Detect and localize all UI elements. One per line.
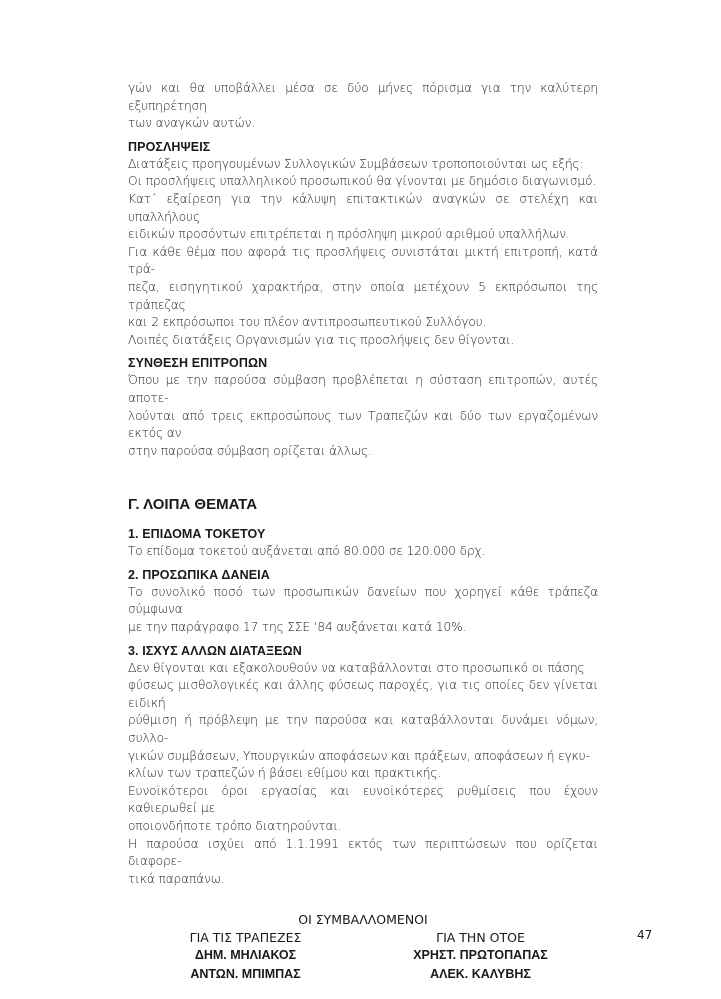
item1-heading: 1. ΕΠΙΔΟΜΑ ΤΟΚΕΤΟΥ bbox=[128, 527, 266, 542]
text-line: στην παρούσα σύμβαση ορίζεται άλλως. bbox=[128, 443, 372, 458]
text-line: και 2 εκπρόσωποι του πλέον αντιπροσωπευτικού Συλλόγου. bbox=[128, 315, 487, 330]
text-line: Όπου με την παρούσα σύμβαση προβλέπεται η σύσταση επιτροπών, αυτές αποτε- bbox=[128, 373, 598, 405]
signatures-block bbox=[128, 929, 598, 984]
signatory-name: ΔΗΜ. ΜΗΛΙΑΚΟΣ bbox=[194, 948, 297, 963]
item1-paragraph bbox=[128, 543, 598, 561]
hiring-heading: ΠΡΟΣΛΗΨΕΙΣ bbox=[128, 139, 211, 154]
text-line: κλίων των τραπεζών ή βάσει εθίμου και πρακτικής. bbox=[128, 766, 442, 781]
signatures-heading: ΟΙ ΣΥΜΒΑΛΛΟΜΕΝΟΙ bbox=[298, 912, 428, 928]
item3-paragraph bbox=[128, 660, 598, 889]
text-line: Οι προσλήψεις υπαλληλικού προσωπικού θα γίνονται με δημόσιο διαγωνισμό. bbox=[128, 174, 597, 189]
text-line: Το επίδομα τοκετού αυξάνεται από 80.000 σε 120.000 δρχ. bbox=[128, 544, 486, 559]
text-line: ειδικών προσόντων επιτρέπεται η πρόσληψη μικρού αριθμού υπαλλήλων. bbox=[128, 227, 570, 242]
text-line: τικά παραπάνω. bbox=[128, 871, 225, 886]
text-line: Διατάξεις προηγουμένων Συλλογικών Συμβάσεων τροποποιούνται ως εξής: bbox=[128, 156, 584, 171]
signatures-union bbox=[363, 929, 598, 984]
text-line: γικών συμβάσεων, Υπουργικών αποφάσεων και πράξεων, αποφάσεων ή εγκυ- bbox=[128, 748, 590, 763]
intro-paragraph bbox=[128, 80, 598, 133]
text-line: φύσεως μισθολογικές και άλλης φύσεως παροχές, για τις οποίες δεν γίνεται ειδική bbox=[128, 678, 598, 710]
text-line: Ευνοϊκότεροι όροι εργασίας και ευνοϊκότερες ρυθμίσεις που έχουν καθιερωθεί με bbox=[128, 783, 598, 816]
text-line: γών και θα υποβάλλει μέσα σε δύο μήνες πόρισμα για την καλύτερη εξυπηρέτηση bbox=[128, 81, 598, 113]
text-line: λούνται από τρεις εκπροσώπους των Τραπεζών και δύο των εργαζομένων εκτός αν bbox=[128, 408, 598, 441]
item3-heading: 3. ΙΣΧΥΣ ΑΛΛΩΝ ΔΙΑΤΑΞΕΩΝ bbox=[128, 643, 302, 658]
text-line: Λοιπές διατάξεις Οργανισμών για τις προσλήψεις δεν θίγονται. bbox=[128, 332, 515, 347]
text-line: Κατ΄ εξαίρεση για την κάλυψη επιτακτικών αναγκών σε στελέχη και υπαλλήλους bbox=[128, 191, 598, 224]
signatory-name: ΑΝΤΩΝ. ΜΠΙΜΠΑΣ bbox=[190, 967, 301, 982]
signatory-name: ΧΡΗΣΤ. ΠΡΩΤΟΠΑΠΑΣ bbox=[413, 948, 548, 963]
signatory-role: ΓΙΑ ΤΗΝ ΟΤΟΕ bbox=[436, 930, 525, 946]
item2-heading: 2. ΠΡΟΣΩΠΙΚΑ ΔΑΝΕΙΑ bbox=[128, 567, 270, 582]
hiring-paragraph bbox=[128, 156, 598, 350]
text-line: Για κάθε θέμα που αφορά τις προσλήψεις συνιστάται μικτή επιτροπή, κατά τρά- bbox=[128, 244, 598, 277]
item2-paragraph bbox=[128, 584, 598, 637]
text-line: των αναγκών αυτών. bbox=[128, 116, 256, 131]
text-line: Δεν θίγονται και εξακολουθούν να καταβάλλονται στο προσωπικό οι πάσης bbox=[128, 660, 585, 675]
committees-paragraph bbox=[128, 372, 598, 460]
text-line: Το συνολικό ποσό των προσωπικών δανείων που χορηγεί κάθε τράπεζα σύμφωνα bbox=[128, 584, 598, 617]
committees-heading: ΣΥΝΘΕΣΗ ΕΠΙΤΡΟΠΩΝ bbox=[128, 356, 268, 371]
section-g-title: Γ. ΛΟΙΠΑ ΘΕΜΑΤΑ bbox=[128, 496, 258, 514]
text-line: οποιονδήποτε τρόπο διατηρούνται. bbox=[128, 819, 342, 833]
document-page bbox=[128, 80, 598, 984]
signatures-banks bbox=[128, 929, 363, 984]
text-line: ρύθμιση ή πρόβλεψη με την παρούσα και καταβάλλονται δυνάμει νόμων, συλλο- bbox=[128, 713, 598, 746]
signatory-name: ΑΛΕΚ. ΚΑΛΥΒΗΣ bbox=[430, 967, 531, 982]
text-line: πεζα, εισηγητικού χαρακτήρα, στην οποία μετέχουν 5 εκπρόσωποι της τράπεζας bbox=[128, 279, 598, 312]
signatory-role: ΓΙΑ ΤΙΣ ΤΡΑΠΕΖΕΣ bbox=[189, 930, 302, 946]
page-number: 47 bbox=[637, 928, 653, 942]
text-line: με την παράγραφο 17 της ΣΣΕ ‘84 αυξάνεται κατά 10%. bbox=[128, 620, 467, 635]
text-line: Η παρούσα ισχύει από 1.1.1991 εκτός των περιπτώσεων που ορίζεται διαφορε- bbox=[128, 836, 598, 869]
